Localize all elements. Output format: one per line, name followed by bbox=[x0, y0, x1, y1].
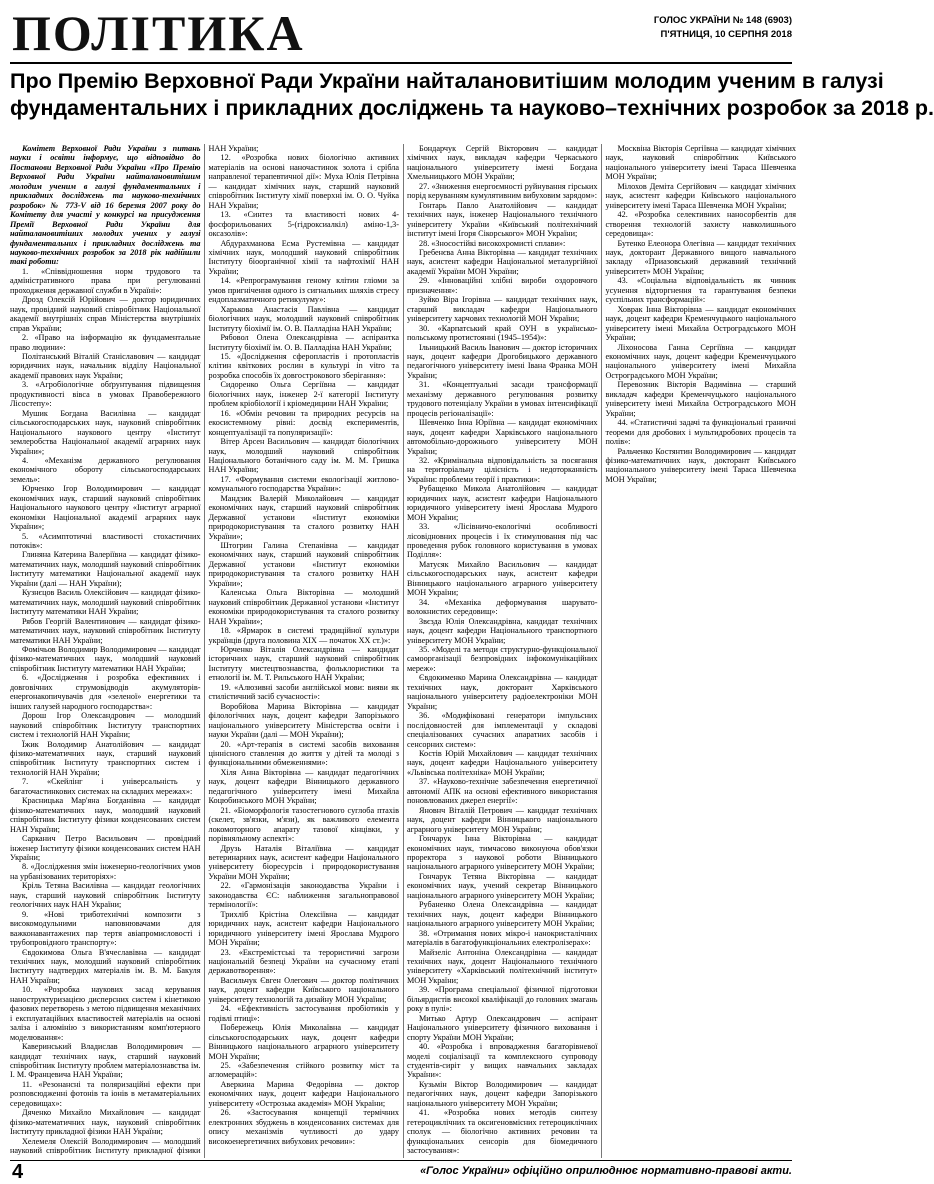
body-paragraph: Дяченко Михайло Михайлович — кандидат фізико-математичних наук, науковий співробітник Інституту прикладної фізики НАН України; bbox=[10, 1108, 201, 1137]
body-paragraph: Ральченко Костянтин Володимирович — кандидат фізико-математичних наук, докторант Київського національного університету імені Тараса Шевченка МОН України; bbox=[605, 446, 796, 484]
body-paragraph: Аверкина Марина Федорівна — доктор економічних наук, доцент кафедри Національного університету «Острозька академія» МОН України; bbox=[208, 1079, 399, 1108]
body-paragraph: Хіля Анна Вікторівна — кандидат педагогічних наук, доцент кафедри Вінницького державного педагогічного університету імені Михайла Коцюбинського МОН України; bbox=[208, 767, 399, 806]
body-paragraph: 41. «Розробка нових методів синтезу гетероциклічних та оксигеновмісних гетероциклічних сполук — біологічно активних речовин та функціональних сенсорів для біомедичного застосування»: bbox=[407, 1108, 598, 1156]
body-paragraph: Рябов Георгій Валентинович — кандидат фізико-математичних наук, науковий співробітник Інституту математики НАН України; bbox=[10, 616, 201, 645]
page-footer bbox=[10, 1160, 792, 1182]
headline-line-1: Про Премію Верховної Ради України найталановитішим молодим ученим в галузі bbox=[10, 69, 884, 93]
body-paragraph: Юрченко Віталія Олександрівна — кандидат історичних наук, старший науковий співробітник Інституту мистецтвознавства, фольклористики та етнології ім. М. Т. Рильського НАН України; bbox=[208, 645, 399, 683]
body-paragraph: Харькова Анастасія Павлівна — кандидат біологічних наук, молодший науковий співробітник Інституту біохімії ім. О. В. Палладіна НАН України; bbox=[208, 304, 399, 333]
body-paragraph: Воробйова Марина Вікторівна — кандидат філологічних наук, доцент кафедри Запорізького національного університету Міністерства освіти і науки України (далі — МОН України); bbox=[208, 701, 399, 740]
body-paragraph: Євдокименко Марина Олександрівна — кандидат технічних наук, докторант Харківського національного університету радіоелектроніки МОН України; bbox=[407, 673, 598, 711]
body-paragraph: Костів Юрій Михайлович — кандидат технічних наук, доцент кафедри Національного університету «Львівська політехніка» МОН України; bbox=[407, 749, 598, 777]
body-paragraph: Штогрин Галина Степанівна — кандидат економічних наук, старший науковий співробітник Державної установи «Інститут економіки природокористування та сталого розвитку НАН України»; bbox=[208, 541, 399, 588]
article-body bbox=[10, 144, 796, 1158]
body-paragraph: Майзеліс Антоніна Олександрівна — кандидат технічних наук, доцент Національного технічного університету «Харківський політехнічний інститут» МОН України; bbox=[407, 947, 598, 985]
body-paragraph: 8. «Дослідження змін інженерно-геологічних умов на урбанізованих територіях»: bbox=[10, 862, 201, 881]
body-paragraph: Фомічьов Володимир Володимирович — кандидат фізико-математичних наук, молодший науковий співробітник Інституту математики НАН України; bbox=[10, 645, 201, 673]
body-paragraph: Звєзда Юлія Олександрівна, кандидат технічних наук, доцент кафедри Національного транспортного університету МОН України; bbox=[407, 616, 598, 645]
body-paragraph: Рубаненко Олена Олександрівна — кандидат технічних наук, доцент кафедри Вінницького національного аграрного університету МОН України; bbox=[407, 900, 598, 929]
body-paragraph: 33. «Лісівничо-екологічні особливості лісовідновних процесів і їх стимулювання під час проведення рубок головного користування в умовах Поділля»: bbox=[407, 522, 598, 560]
body-paragraph: 18. «Ярмарок в системі традиційної культури українців (друга половина ХІХ — початок ХХ ст.)»: bbox=[208, 626, 399, 645]
body-paragraph: Мандзик Валерій Миколайович — кандидат економічних наук, старший науковий співробітник Державної установи «Інститут економіки природокористування та сталого розвитку НАН України»; bbox=[208, 493, 399, 541]
body-paragraph: 44. «Статистичні задачі та функціональні граничні теореми для дробових і мультидробових процесів та полів»: bbox=[605, 418, 796, 447]
body-paragraph: 30. «Карпатський край ОУН в українсько-польському протистоянні (1945–1954)»: bbox=[407, 323, 598, 343]
body-paragraph: 34. «Механіка деформування шарувато-волокнистих середовищ»: bbox=[407, 597, 598, 617]
body-paragraph: 17. «Формування системи екологізації житлово-комунального господарства України»: bbox=[208, 474, 399, 494]
body-paragraph: 11. «Резонансні та поляризаційні ефекти при розповсюдженні фотонів та іонів в метаматеріальних середовищах»: bbox=[10, 1079, 201, 1108]
body-paragraph: 2. «Право на інформацію як фундаментальне право людини»: bbox=[10, 333, 201, 352]
body-paragraph: 43. «Соціальна відповідальність як чинник усунення відторгнення та гарантування безпеки суспільних трансформацій»: bbox=[605, 276, 796, 305]
body-paragraph: Яновнч Віталій Петрович — кандидат технічних наук, доцент кафедри Вінницького національного аграрного університету МОН України; bbox=[407, 805, 598, 834]
body-paragraph: Трихліб Крістіна Олексіївна — кандидат юридичних наук, асистент кафедри Національного юридичного університету імені Ярослава Мудрого МОН України; bbox=[208, 909, 399, 948]
article-intro: Комітет Верховної Ради України з питань науки і освіти інформує, що відповідно до Постанови Верховної Ради України «Про Премію Верховної Ради України найталановитішим молодим ученим в галузі фундаментальних і прикладних досліджень та науково-технічних розробок» № 773-V від 16 березня 2007 року до Комітету для участі у конкурсі на присудження Премії Верховної Ради України для найталановитіших молодих учених у галузі фундаментальних і прикладних досліджень та науково-технічних розробок за 2018 рік надійшли такі роботи: bbox=[10, 144, 201, 267]
body-paragraph: Бондарчук Сергій Вікторович — кандидат хімічних наук, викладач кафедри Черкаського національного університету імені Богдана Хмельницького МОН України; bbox=[407, 144, 598, 182]
section-rubric: ПОЛІТИКА bbox=[12, 5, 305, 61]
body-paragraph: Каленська Ольга Вікторівна — молодший науковий співробітник Державної установи «Інститут економіки природокористування та сталого розвитку НАН України»; bbox=[208, 588, 399, 626]
body-paragraph: 24. «Ефективність застосування пробіотиків у годівлі птиці»: bbox=[208, 1004, 399, 1023]
body-paragraph: Вітер Арсен Васильович — кандидат біологічних наук, молодший науковий співробітник Національного ботанічного саду ім. М. М. Гришка НАН України; bbox=[208, 437, 399, 475]
body-paragraph: 4. «Механізм державного регулювання економічного обороту сільськогосподарських земель»: bbox=[10, 455, 201, 484]
body-paragraph: Ільницький Василь Іванович — доктор історичних наук, доцент кафедри Дрогобицького державного педагогічного університету імені Івана Франка МОН України; bbox=[407, 342, 598, 380]
body-paragraph: Дрозд Олексій Юрійович — доктор юридичних наук, провідний науковий співробітник Національної академії внутрішніх справ Міністерства внутрішніх справ України; bbox=[10, 295, 201, 333]
body-paragraph: 37. «Науково-технічне забезпечення енергетичної автономії АПК на основі ефективного використання поновлюваних джерел енергії»: bbox=[407, 777, 598, 806]
body-paragraph: 21. «Біоморфологія тазостегнового суглоба птахів (скелет, зв'язки, м'язи), як важливого елемента локомоторного апарату тазової кінцівки, у порівняльному аспекті»: bbox=[208, 805, 399, 844]
body-paragraph: Гончарук Інна Вікторівна — кандидат економічних наук, тимчасово виконуюча обов'язки проректора з наукової роботи Вінницького національного аграрного університету МОН України; bbox=[407, 834, 598, 872]
body-paragraph: Сидоренко Ольга Сергіївна — кандидат біологічних наук, інженер 2-ї категорії Інституту проблем кріобіології і кріомедицини НАН України; bbox=[208, 380, 399, 409]
body-paragraph: Ліхоносова Ганна Сергіївна — кандидат економічних наук, доцент кафедри Кременчуцького національного університету імені Михайла Остроградського МОН України; bbox=[605, 342, 796, 380]
body-paragraph: Політанський Віталій Станіславович — кандидат юридичних наук, начальник відділу Національної академії правових наук України; bbox=[10, 351, 201, 380]
body-paragraph: Їжик Володимир Анатолійович — кандидат фізико-математичних наук, старший науковий співробітник Інституту транспортних систем і технологій НАН України; bbox=[10, 739, 201, 777]
body-paragraph: Хелемеля Олексій Володимирович — молодший науковий співробітник Інституту прикладної фізики НАН України; bbox=[10, 144, 259, 1156]
body-paragraph: Кузнєцов Василь Олексійович — кандидат фізико-математичних наук, молодший науковий співробітник Інституту математики НАН України; bbox=[10, 588, 201, 617]
body-paragraph: 12. «Розробка нових біологічно активних матеріалів на основі наночастинок золота і срібла направленої терапевтичної дії»: Муха Юлія Петрівна — кандидат хімічних наук, старший науковий співробітник Інституту хімії поверхні ім. О. О. Чуйка НАН України; bbox=[208, 153, 399, 210]
body-paragraph: Глиняна Катерина Валеріївна — кандидат фізико-математичних наук, молодший науковий співробітник Інституту математики Національної академії наук України (далі — НАН України); bbox=[10, 550, 201, 588]
body-paragraph: 20. «Арт-терапія в системі засобів виховання ціннісного ставлення до життя у дітей та молоді з функціональними обмеженнями»: bbox=[208, 739, 399, 768]
issue-number: ГОЛОС УКРАЇНИ № 148 (6903) bbox=[653, 15, 792, 26]
body-paragraph: 5. «Асимптотичні властивості стохастичних потоків»: bbox=[10, 531, 201, 551]
body-paragraph: Гребенєва Анна Вікторівна — кандидат технічних наук, асистент кафедри Національної металургійної академії України МОН України; bbox=[407, 247, 598, 276]
body-paragraph: Абдурахманова Есма Рустемівна — кандидат хімічних наук, молодший науковий співробітник Інституту біоорганічної хімії та нафтохімії НАН України; bbox=[208, 238, 399, 276]
issue-info bbox=[654, 14, 792, 42]
body-paragraph: 6. «Дослідження і розробка ефективних і довговічних струмовідводів акумуляторів-енергонакопичувачів для «зеленої» енергетики та інших галузей народного господарства»: bbox=[10, 673, 201, 711]
body-paragraph: 31. «Концептуальні засади трансформації механізму державного регулювання розвитку трудового потенціалу України в умовах інтенсифікації процесів регіоналізації»: bbox=[407, 380, 598, 418]
page-number: 4 bbox=[12, 1161, 24, 1183]
body-paragraph: Рябовол Олена Олександрівна — аспірантка Інституту біохімії ім. О. В. Палладіна НАН України; bbox=[208, 333, 399, 352]
body-paragraph: Ховрак Інна Вікторівна — кандидат економічних наук, доцент кафедри Кременчуцького національного університету імені Михайла Остроградського МОН України; bbox=[605, 304, 796, 343]
body-paragraph: Гончарук Тетяна Вікторівна — кандидат економічних наук, учений секретар Вінницького національного аграрного університету МОН України; bbox=[407, 871, 598, 900]
body-paragraph: Дорош Ігор Олександрович — молодший науковий співробітник Інституту транспортних систем і технологій НАН України; bbox=[10, 711, 201, 740]
body-paragraph: 36. «Модифіковані генератори імпульсних послідовностей для імплементації у складові спеціалізованих сучасних апаратних засобів і сенсорних систем»: bbox=[407, 711, 598, 749]
body-paragraph: Юрченко Ігор Володимирович — кандидат економічних наук, старший науковий співробітник Національного наукового центру «Інститут аграрної економіки Національної академії аграрних наук України»; bbox=[10, 484, 201, 532]
body-paragraph: 23. «Екстремістські та терористичні загрози національній безпеці України на сучасному етапі державотворення»: bbox=[208, 947, 399, 976]
body-paragraph: 38. «Отримання нових мікро-і нанокристалічних матеріалів в багатофункціональних електролізерах»: bbox=[407, 928, 598, 948]
body-paragraph: 14. «Репрограмування геному клітин гліоми за умов пригнічення одного із сигнальних шляхів стресу ендоплазматичного ретикулуму»: bbox=[208, 276, 399, 305]
body-paragraph: 1. «Співвідношення норм трудового та адміністративного права при регулюванні проходження державної служби в Україні»: bbox=[10, 266, 201, 295]
body-paragraph: 19. «Алюзивні засоби англійської мови: вияви як стилістичний засіб сучасності»: bbox=[208, 682, 399, 702]
body-paragraph: 25. «Забезпечення стійкого розвитку міст та агломерацій»: bbox=[208, 1060, 399, 1080]
body-paragraph: Москвіна Вікторія Сергіївна — кандидат хімічних наук, науковий співробітник Київського національного університету імені Тараса Шевченка МОН України; bbox=[605, 144, 796, 182]
body-paragraph: 27. «Зниження енергоємності руйнування гірських порід керуванням кумулятивним вибуховим зарядом»: bbox=[407, 181, 598, 201]
body-paragraph: 29. «Інноваційні хлібні вироби оздоровчого призначення»: bbox=[407, 276, 598, 295]
body-paragraph: Мушик Богдана Василівна — кандидат сільськогосподарських наук, науковий співробітник Національного наукового центру «Інститут землеробства Національної академії аграрних наук України»; bbox=[10, 408, 201, 456]
body-paragraph: Матусяк Михайло Васильович — кандидат сільськогосподарських наук, асистент кафедри Вінницького національного аграрного університету МОН України; bbox=[407, 559, 598, 598]
body-paragraph: Друзь Наталія Віталіївна — кандидат ветеринарних наук, асистент кафедри Національного університету біоресурсів і природокористування України МОН України; bbox=[208, 843, 399, 881]
body-paragraph: Сарканич Петро Васильович — провідний інженер Інституту фізики конденсованих систем НАН України; bbox=[10, 834, 201, 862]
body-paragraph: 22. «Гармонізація законодавства України і законодавства ЄС: наближення загальноправової термінології»: bbox=[208, 881, 399, 910]
body-paragraph: Зуйко Віра Ігорівна — кандидат технічних наук, старший викладач кафедри Національного університету харчових технологій МОН України; bbox=[407, 295, 598, 324]
body-paragraph: Васильчук Євген Олегович — доктор політичних наук, доцент кафедри Київського національного університету технологій та дизайну МОН України; bbox=[208, 975, 399, 1004]
body-paragraph: 35. «Моделі та методи структурно-функціональної самоорганізації безпровідних інфокомунікаційних мереж»: bbox=[407, 645, 598, 673]
footer-motto: «Голос України» офіційно оприлюднює нормативно-правові акти. bbox=[420, 1165, 792, 1177]
body-paragraph: 3. «Агробіологічне обґрунтування підвищення продуктивності вівса в умовах Правобережного Лісостепу»: bbox=[10, 380, 201, 409]
body-paragraph: Рубащенко Микола Анатолійович — кандидат юридичних наук, асистент кафедри Національного юридичного університету імені Ярослава Мудрого МОН України; bbox=[407, 484, 598, 522]
body-paragraph: Каверинський Владислав Володимирович — кандидат технічних наук, старший науковий співробітник Інституту проблем матеріалознавства ім. І. М. Францевича НАН України; bbox=[10, 1042, 201, 1080]
issue-date: П'ЯТНИЦЯ, 10 СЕРПНЯ 2018 bbox=[660, 29, 792, 40]
masthead bbox=[10, 4, 792, 64]
body-paragraph: Мілохов Деміта Сергійович — кандидат хімічних наук, асистент кафедри Київського національного університету імені Тараса Шевченка МОН України; bbox=[605, 181, 796, 210]
article-headline bbox=[10, 68, 934, 138]
body-paragraph: Бутенко Елеонора Олегівна — кандидат технічних наук, докторант Державного вищого навчального закладу «Приазовський державний технічний університет» МОН України; bbox=[605, 238, 796, 276]
body-paragraph: 40. «Розробка і впровадження багаторівневої моделі соціалізації та комплексного супроводу студентів-сиріт у вищих навчальних закладах України»: bbox=[407, 1042, 598, 1080]
body-paragraph: Шевченко Інна Юріївна — кандидат економічних наук, доцент кафедри Харківського національного автомобільно-дорожнього університету МОН України; bbox=[407, 418, 598, 456]
body-paragraph: 32. «Кримінальна відповідальність за посягання на територіальну цілісність і недоторканність України: проблеми теорії і практики»: bbox=[407, 455, 598, 484]
body-paragraph: Гонтарь Павло Анатолійович — кандидат технічних наук, інженер Національного технічного університету України «Київський політехнічний інститут імені Ігоря Сікорського» МОН України; bbox=[407, 200, 598, 239]
body-paragraph: 7. «Скейлінг і універсальність у багаточастинкових системах на складних мережах»: bbox=[10, 777, 201, 796]
body-paragraph: Перевозник Вікторія Вадимівна — старший викладач кафедри Кременчуцького національного університету імені Михайла Остроградського МОН України; bbox=[605, 380, 796, 418]
body-paragraph: 9. «Нові триботехнічні композити з високомодульними наповнювачами для важконавантажених пар тертя авіапромисловості і трубопровідного транспорту»: bbox=[10, 909, 201, 948]
body-paragraph: Побережець Юлія Миколаївна — кандидат сільськогосподарських наук, доцент кафедри Вінницького національного аграрного університету МОН України; bbox=[208, 1023, 399, 1061]
headline-line-2: фундаментальних і прикладних досліджень та науково–технічних розробок за 2018 р. bbox=[10, 96, 934, 120]
body-paragraph: 13. «Синтез та властивості нових 4-фосфорильованих 5-(гідроксиалкіл) аміно-1,3-оксазолів»: bbox=[208, 210, 399, 239]
body-paragraph: 39. «Програма спеціальної фізичної підготовки більярдистів високої кваліфікації до головних змагань року в пулі»: bbox=[407, 985, 598, 1014]
body-paragraph: Митько Артур Олександрович — аспірант Національного університету фізичного виховання і спорту України МОН України; bbox=[407, 1013, 598, 1042]
body-paragraph: Кузьмін Віктор Володимирович — кандидат педагогічних наук, доцент кафедри Запорізького національного університету МОН України; bbox=[407, 1079, 598, 1108]
body-paragraph: 26. «Застосування концепції термічних електронних збуджень в конденсованих системах для опису механізмів чутливості до удару високоенергетичних вибухових речовин»: bbox=[208, 1108, 399, 1146]
body-paragraph: 16. «Обмін речовин та природних ресурсів на екосистемному рівні: досвід експериментів, концептуалізації та популяризації»: bbox=[208, 408, 399, 437]
body-paragraph: Кріль Тетяна Василівна — кандидат геологічних наук, старший науковий співробітник Інституту геологічних наук НАН України; bbox=[10, 881, 201, 910]
body-paragraph: 15. «Дослідження сферопластів і протопластів клітин квіткових рослин в культурі in vitro та розробка способів їх довгострокового зберігання»: bbox=[208, 351, 399, 380]
body-paragraph: Красницька Мар'яна Богданівна — кандидат фізико-математичних наук, молодший науковий співробітник Інституту фізики конденсованих систем НАН України; bbox=[10, 796, 201, 834]
body-paragraph: 28. «Зносостійкі високохромисті сплави»: bbox=[419, 238, 566, 248]
body-paragraph: Євдокимова Ольга В'ячеславівна — кандидат технічних наук, молодший науковий співробітник Інституту надтвердих матеріалів ім. В. М. Бакуля НАН України; bbox=[10, 947, 201, 985]
body-paragraph: 42. «Розробка селективних наносорбентів для створення технологій захисту навколишнього середовища»: bbox=[605, 210, 796, 239]
body-paragraph: 10. «Розробка наукових засад керування наноструктуризацією дисперсних систем і кінетикою фазових перетворень з метою підвищення механічних і експлуатаційних властивостей матеріалів на основі заліза і алюмінію з використанням комп'ютерного моделювання»: bbox=[10, 985, 201, 1042]
